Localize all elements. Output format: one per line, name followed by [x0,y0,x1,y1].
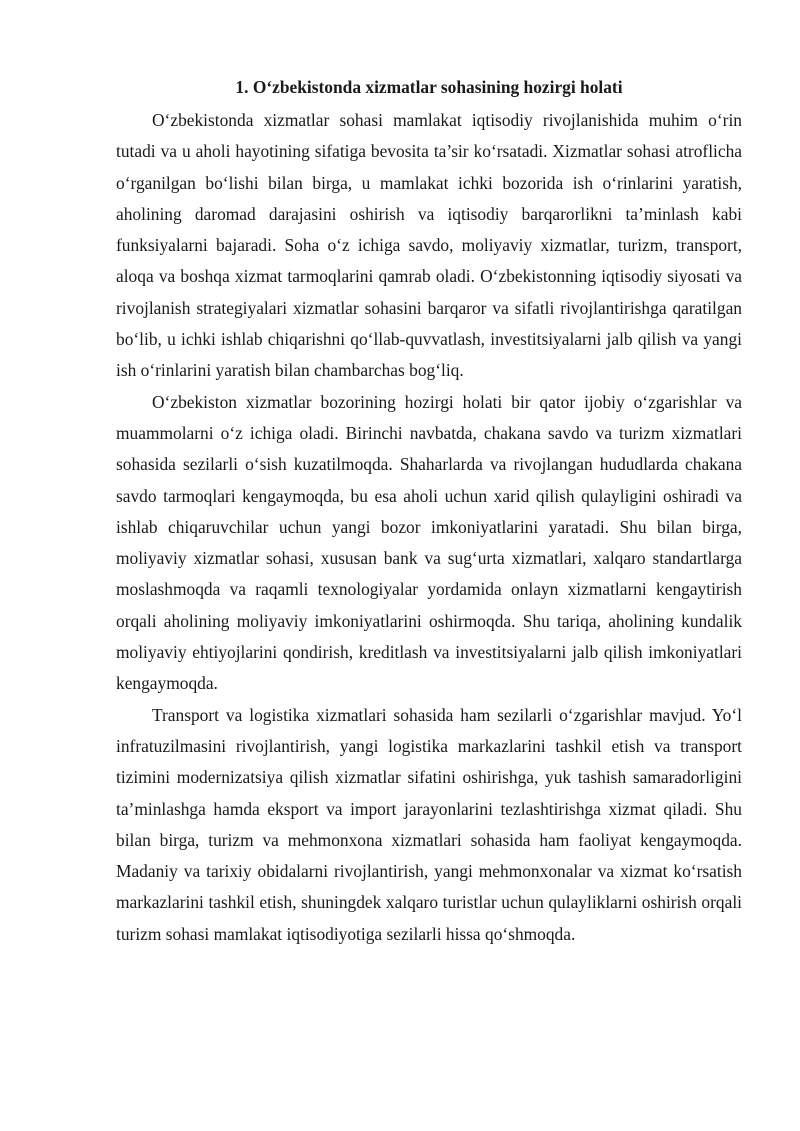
paragraph-2: O‘zbekiston xizmatlar bozorining hozirgi holati bir qator ijobiy o‘zgarishlar va muammolarni o‘z ichiga oladi. Birinchi navbatda, chakana savdo va turizm xizmatlari sohasida sezilarli o‘sish kuzatilmoqda. Shaharlarda va rivojlangan hududlarda chakana savdo tarmoqlari kengaymoqda, bu esa aholi uchun xarid qilish qulayligini oshiradi va ishlab chiqaruvchilar uchun yangi bozor imkoniyatlarini yaratadi. Shu bilan birga, moliyaviy xizmatlar sohasi, xususan bank va sug‘urta xizmatlari, xalqaro standartlarga moslashmoqda va raqamli texnologiyalar yordamida onlayn xizmatlarni kengaytirish orqali aholining moliyaviy imkoniyatlarini oshirmoqda. Shu tariqa, aholining kundalik moliyaviy ehtiyojlarini qondirish, kreditlash va investitsiyalarni jalb qilish imkoniyatlari kengaymoqda. [116,391,742,694]
section-title: 1. O‘zbekistonda xizmatlar sohasining hozirgi holati [235,77,623,97]
document-page [116,74,742,950]
paragraph-3: Transport va logistika xizmatlari sohasida ham sezilarli o‘zgarishlar mavjud. Yo‘l infratuzilmasini rivojlantirish, yangi logistika markazlarini tashkil etish va transport tizimini modernizatsiya qilish xizmatlar sifatini oshirishga, yuk tashish samaradorligini ta’minlashga hamda eksport va import jarayonlarini tezlashtirishga xizmat qiladi. Shu bilan birga, turizm va mehmonxona xizmatlari sohasida ham faoliyat kengaymoqda. Madaniy va tarixiy obidalarni rivojlantirish, yangi mehmonxonalar va xizmat ko‘rsatish markazlarini tashkil etish, shuningdek xalqaro turistlar uchun qulayliklarni oshirish orqali turizm sohasi mamlakat iqtisodiyotiga sezilarli hissa qo‘shmoqda. [116,704,742,944]
paragraph-1: O‘zbekistonda xizmatlar sohasi mamlakat iqtisodiy rivojlanishida muhim o‘rin tutadi va u aholi hayotining sifatiga bevosita ta’sir ko‘rsatadi. Xizmatlar sohasi atroflicha o‘rganilgan bo‘lishi bilan birga, u mamlakat ichki bozorida ish o‘rinlarini yaratish, aholining daromad darajasini oshirish va iqtisodiy barqarorlikni ta’minlash kabi funksiyalarni bajaradi. Soha o‘z ichiga savdo, moliyaviy xizmatlar, turizm, transport, aloqa va boshqa xizmat tarmoqlarini qamrab oladi. O‘zbekistonning iqtisodiy siyosati va rivojlanish strategiyalari xizmatlar sohasini barqaror va sifatli rivojlantirishga qaratilgan bo‘lib, u ichki ishlab chiqarishni qo‘llab-quvvatlash, investitsiyalarni jalb qilish va yangi ish o‘rinlarini yaratish bilan chambarchas bog‘liq. [116,110,742,381]
